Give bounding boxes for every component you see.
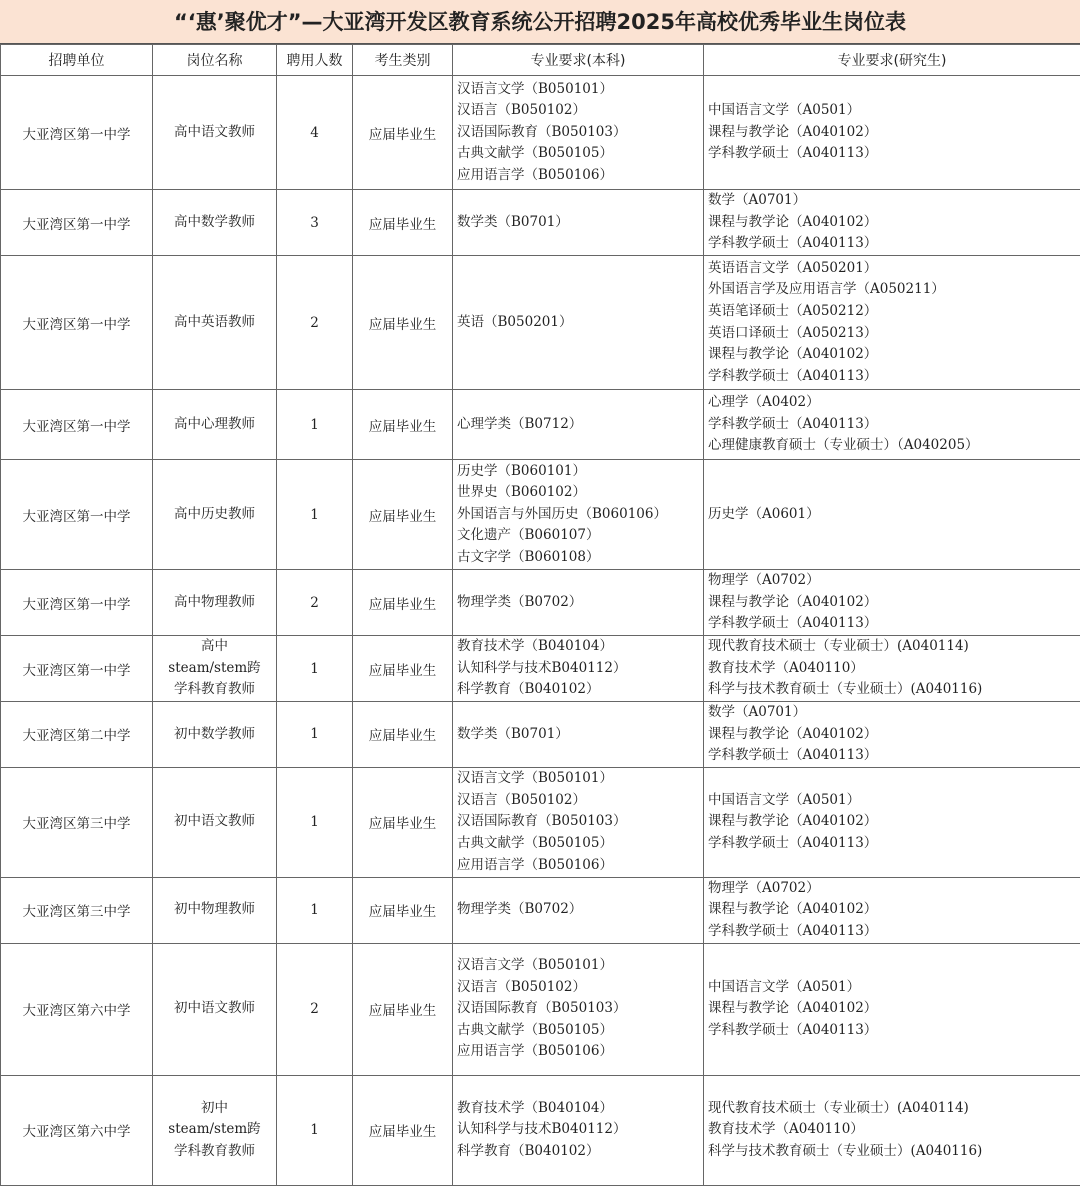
cell-graduate-major-line: 课程与教学论（A040102） bbox=[708, 122, 1076, 144]
cell-bachelor-major-line: 汉语言（B050102） bbox=[457, 790, 699, 812]
cell-position bbox=[153, 570, 277, 636]
cell-bachelor-major-line: 认知科学与技术B040112） bbox=[457, 658, 699, 680]
table-row bbox=[1, 767, 1080, 877]
table-row bbox=[1, 190, 1080, 256]
cell-graduate-major-line: 科学与技术教育硕士（专业硕士）(A040116) bbox=[708, 1141, 1076, 1163]
page-title: “‘惠’聚优才”—大亚湾开发区教育系统公开招聘2025年高校优秀毕业生岗位表 bbox=[0, 0, 1080, 44]
cell-position-line: steam/stem跨 bbox=[157, 1119, 272, 1141]
cell-bachelor-major-line: 历史学（B060101） bbox=[457, 461, 699, 483]
cell-bachelor-major bbox=[453, 1075, 704, 1185]
cell-bachelor-major bbox=[453, 943, 704, 1075]
cell-bachelor-major-line: 古典文献学（B050105） bbox=[457, 1020, 699, 1042]
cell-bachelor-major-line: 古典文献学（B050105） bbox=[457, 833, 699, 855]
table-row bbox=[1, 702, 1080, 768]
header-position: 岗位名称 bbox=[153, 45, 277, 76]
cell-count: 3 bbox=[277, 190, 353, 256]
cell-count: 1 bbox=[277, 390, 353, 460]
cell-graduate-major-line: 学科教学硕士（A040113） bbox=[708, 613, 1076, 635]
cell-position-line: 初中物理教师 bbox=[157, 899, 272, 921]
cell-category: 应届毕业生 bbox=[353, 702, 453, 768]
cell-graduate-major bbox=[704, 767, 1080, 877]
cell-position-line: 高中物理教师 bbox=[157, 592, 272, 614]
cell-bachelor-major-line: 汉语国际教育（B050103） bbox=[457, 811, 699, 833]
cell-unit: 大亚湾区第二中学 bbox=[1, 702, 153, 768]
cell-graduate-major-line: 学科教学硕士（A040113） bbox=[708, 745, 1076, 767]
cell-bachelor-major bbox=[453, 256, 704, 390]
cell-position bbox=[153, 943, 277, 1075]
cell-bachelor-major-line: 汉语言文学（B050101） bbox=[457, 79, 699, 101]
cell-bachelor-major bbox=[453, 636, 704, 702]
cell-position bbox=[153, 1075, 277, 1185]
cell-bachelor-major bbox=[453, 702, 704, 768]
cell-bachelor-major bbox=[453, 570, 704, 636]
cell-category: 应届毕业生 bbox=[353, 570, 453, 636]
cell-bachelor-major-line: 教育技术学（B040104） bbox=[457, 1098, 699, 1120]
cell-bachelor-major-line: 教育技术学（B040104） bbox=[457, 636, 699, 658]
cell-graduate-major bbox=[704, 636, 1080, 702]
cell-bachelor-major-line: 外国语言与外国历史（B060106） bbox=[457, 504, 699, 526]
header-unit: 招聘单位 bbox=[1, 45, 153, 76]
cell-bachelor-major bbox=[453, 460, 704, 570]
cell-category: 应届毕业生 bbox=[353, 460, 453, 570]
table-row bbox=[1, 460, 1080, 570]
cell-category: 应届毕业生 bbox=[353, 256, 453, 390]
cell-position-line: 高中历史教师 bbox=[157, 504, 272, 526]
cell-unit: 大亚湾区第一中学 bbox=[1, 570, 153, 636]
cell-position-line: steam/stem跨 bbox=[157, 658, 272, 680]
cell-position bbox=[153, 767, 277, 877]
cell-category: 应届毕业生 bbox=[353, 943, 453, 1075]
cell-graduate-major-line: 课程与教学论（A040102） bbox=[708, 899, 1076, 921]
cell-position-line: 初中 bbox=[157, 1098, 272, 1120]
cell-graduate-major bbox=[704, 702, 1080, 768]
cell-unit: 大亚湾区第一中学 bbox=[1, 636, 153, 702]
cell-graduate-major-line: 学科教学硕士（A040113） bbox=[708, 921, 1076, 943]
cell-bachelor-major-line: 英语（B050201） bbox=[457, 312, 699, 334]
cell-count: 1 bbox=[277, 767, 353, 877]
cell-bachelor-major-line: 汉语言文学（B050101） bbox=[457, 955, 699, 977]
cell-graduate-major-line: 科学与技术教育硕士（专业硕士）(A040116) bbox=[708, 679, 1076, 701]
cell-count: 2 bbox=[277, 570, 353, 636]
cell-bachelor-major-line: 科学教育（B040102） bbox=[457, 1141, 699, 1163]
cell-unit: 大亚湾区第三中学 bbox=[1, 767, 153, 877]
cell-bachelor-major-line: 汉语言文学（B050101） bbox=[457, 768, 699, 790]
cell-position-line: 高中语文教师 bbox=[157, 122, 272, 144]
cell-graduate-major-line: 历史学（A0601） bbox=[708, 504, 1076, 526]
cell-position-line: 高中 bbox=[157, 636, 272, 658]
table-row bbox=[1, 1075, 1080, 1185]
cell-position-line: 高中心理教师 bbox=[157, 414, 272, 436]
cell-graduate-major-line: 心理学（A0402） bbox=[708, 392, 1076, 414]
cell-position bbox=[153, 256, 277, 390]
table-row bbox=[1, 943, 1080, 1075]
cell-position-line: 初中语文教师 bbox=[157, 998, 272, 1020]
cell-bachelor-major-line: 古典文献学（B050105） bbox=[457, 143, 699, 165]
header-count: 聘用人数 bbox=[277, 45, 353, 76]
cell-category: 应届毕业生 bbox=[353, 767, 453, 877]
cell-graduate-major-line: 中国语言文学（A0501） bbox=[708, 100, 1076, 122]
cell-graduate-major-line: 课程与教学论（A040102） bbox=[708, 998, 1076, 1020]
cell-graduate-major bbox=[704, 943, 1080, 1075]
cell-unit: 大亚湾区第一中学 bbox=[1, 460, 153, 570]
cell-category: 应届毕业生 bbox=[353, 636, 453, 702]
cell-bachelor-major bbox=[453, 877, 704, 943]
cell-unit: 大亚湾区第一中学 bbox=[1, 390, 153, 460]
cell-graduate-major bbox=[704, 190, 1080, 256]
cell-position-line: 高中英语教师 bbox=[157, 312, 272, 334]
cell-graduate-major bbox=[704, 877, 1080, 943]
cell-position-line: 高中数学教师 bbox=[157, 212, 272, 234]
cell-graduate-major bbox=[704, 76, 1080, 190]
cell-graduate-major-line: 英语语言文学（A050201） bbox=[708, 258, 1076, 280]
cell-bachelor-major-line: 应用语言学（B050106） bbox=[457, 165, 699, 187]
cell-category: 应届毕业生 bbox=[353, 390, 453, 460]
table-row bbox=[1, 877, 1080, 943]
cell-category: 应届毕业生 bbox=[353, 76, 453, 190]
cell-graduate-major-line: 学科教学硕士（A040113） bbox=[708, 1020, 1076, 1042]
cell-graduate-major-line: 现代教育技术硕士（专业硕士）(A040114) bbox=[708, 1098, 1076, 1120]
cell-position bbox=[153, 390, 277, 460]
table-row bbox=[1, 256, 1080, 390]
cell-position bbox=[153, 636, 277, 702]
cell-position-line: 初中数学教师 bbox=[157, 724, 272, 746]
cell-bachelor-major-line: 汉语国际教育（B050103） bbox=[457, 122, 699, 144]
cell-count: 1 bbox=[277, 1075, 353, 1185]
cell-unit: 大亚湾区第一中学 bbox=[1, 256, 153, 390]
cell-position-line: 初中语文教师 bbox=[157, 811, 272, 833]
table-row bbox=[1, 390, 1080, 460]
cell-graduate-major bbox=[704, 460, 1080, 570]
header-graduate-major: 专业要求(研究生) bbox=[704, 45, 1080, 76]
cell-unit: 大亚湾区第三中学 bbox=[1, 877, 153, 943]
cell-bachelor-major bbox=[453, 390, 704, 460]
cell-graduate-major-line: 课程与教学论（A040102） bbox=[708, 592, 1076, 614]
cell-graduate-major-line: 英语笔译硕士（A050212） bbox=[708, 301, 1076, 323]
cell-graduate-major-line: 学科教学硕士（A040113） bbox=[708, 366, 1076, 388]
cell-count: 1 bbox=[277, 460, 353, 570]
cell-graduate-major-line: 外国语言学及应用语言学（A050211） bbox=[708, 279, 1076, 301]
cell-bachelor-major-line: 认知科学与技术B040112） bbox=[457, 1119, 699, 1141]
cell-graduate-major-line: 数学（A0701） bbox=[708, 190, 1076, 212]
cell-graduate-major-line: 现代教育技术硕士（专业硕士）(A040114) bbox=[708, 636, 1076, 658]
cell-graduate-major-line: 物理学（A0702） bbox=[708, 570, 1076, 592]
cell-graduate-major-line: 课程与教学论（A040102） bbox=[708, 724, 1076, 746]
cell-bachelor-major-line: 汉语国际教育（B050103） bbox=[457, 998, 699, 1020]
table-row bbox=[1, 76, 1080, 190]
cell-unit: 大亚湾区第六中学 bbox=[1, 1075, 153, 1185]
cell-count: 2 bbox=[277, 256, 353, 390]
cell-count: 2 bbox=[277, 943, 353, 1075]
cell-count: 1 bbox=[277, 702, 353, 768]
cell-bachelor-major-line: 物理学类（B0702） bbox=[457, 592, 699, 614]
cell-bachelor-major bbox=[453, 76, 704, 190]
cell-category: 应届毕业生 bbox=[353, 190, 453, 256]
cell-bachelor-major-line: 数学类（B0701） bbox=[457, 724, 699, 746]
cell-graduate-major-line: 物理学（A0702） bbox=[708, 878, 1076, 900]
cell-position bbox=[153, 877, 277, 943]
cell-graduate-major-line: 课程与教学论（A040102） bbox=[708, 811, 1076, 833]
cell-position-line: 学科教育教师 bbox=[157, 679, 272, 701]
cell-graduate-major-line: 学科教学硕士（A040113） bbox=[708, 833, 1076, 855]
cell-category: 应届毕业生 bbox=[353, 1075, 453, 1185]
cell-position bbox=[153, 76, 277, 190]
cell-graduate-major-line: 课程与教学论（A040102） bbox=[708, 212, 1076, 234]
cell-bachelor-major-line: 数学类（B0701） bbox=[457, 212, 699, 234]
cell-graduate-major bbox=[704, 256, 1080, 390]
cell-graduate-major-line: 学科教学硕士（A040113） bbox=[708, 233, 1076, 255]
cell-count: 1 bbox=[277, 636, 353, 702]
cell-bachelor-major-line: 物理学类（B0702） bbox=[457, 899, 699, 921]
cell-count: 4 bbox=[277, 76, 353, 190]
cell-graduate-major-line: 心理健康教育硕士（专业硕士）（A040205） bbox=[708, 435, 1076, 457]
cell-position bbox=[153, 460, 277, 570]
cell-graduate-major-line: 教育技术学（A040110） bbox=[708, 1119, 1076, 1141]
cell-bachelor-major bbox=[453, 767, 704, 877]
cell-bachelor-major-line: 应用语言学（B050106） bbox=[457, 1041, 699, 1063]
header-bachelor-major: 专业要求(本科) bbox=[453, 45, 704, 76]
cell-bachelor-major-line: 科学教育（B040102） bbox=[457, 679, 699, 701]
cell-graduate-major bbox=[704, 390, 1080, 460]
cell-graduate-major-line: 课程与教学论（A040102） bbox=[708, 344, 1076, 366]
cell-graduate-major bbox=[704, 570, 1080, 636]
cell-count: 1 bbox=[277, 877, 353, 943]
cell-bachelor-major-line: 应用语言学（B050106） bbox=[457, 855, 699, 877]
cell-graduate-major-line: 学科教学硕士（A040113） bbox=[708, 414, 1076, 436]
header-category: 考生类别 bbox=[353, 45, 453, 76]
table-row bbox=[1, 636, 1080, 702]
job-table bbox=[0, 44, 1080, 1186]
cell-graduate-major-line: 学科教学硕士（A040113） bbox=[708, 143, 1076, 165]
cell-bachelor-major-line: 文化遗产（B060107） bbox=[457, 525, 699, 547]
cell-bachelor-major bbox=[453, 190, 704, 256]
cell-graduate-major-line: 英语口译硕士（A050213） bbox=[708, 323, 1076, 345]
cell-unit: 大亚湾区第一中学 bbox=[1, 190, 153, 256]
cell-bachelor-major-line: 汉语言（B050102） bbox=[457, 977, 699, 999]
cell-graduate-major-line: 中国语言文学（A0501） bbox=[708, 977, 1076, 999]
cell-bachelor-major-line: 世界史（B060102） bbox=[457, 482, 699, 504]
cell-graduate-major-line: 中国语言文学（A0501） bbox=[708, 790, 1076, 812]
cell-bachelor-major-line: 古文字学（B060108） bbox=[457, 547, 699, 569]
cell-position bbox=[153, 190, 277, 256]
cell-bachelor-major-line: 心理学类（B0712） bbox=[457, 414, 699, 436]
cell-graduate-major-line: 数学（A0701） bbox=[708, 702, 1076, 724]
cell-graduate-major bbox=[704, 1075, 1080, 1185]
cell-position bbox=[153, 702, 277, 768]
cell-unit: 大亚湾区第六中学 bbox=[1, 943, 153, 1075]
cell-position-line: 学科教育教师 bbox=[157, 1141, 272, 1163]
cell-category: 应届毕业生 bbox=[353, 877, 453, 943]
table-header-row bbox=[1, 45, 1080, 76]
cell-unit: 大亚湾区第一中学 bbox=[1, 76, 153, 190]
cell-bachelor-major-line: 汉语言（B050102） bbox=[457, 100, 699, 122]
table-row bbox=[1, 570, 1080, 636]
cell-graduate-major-line: 教育技术学（A040110） bbox=[708, 658, 1076, 680]
